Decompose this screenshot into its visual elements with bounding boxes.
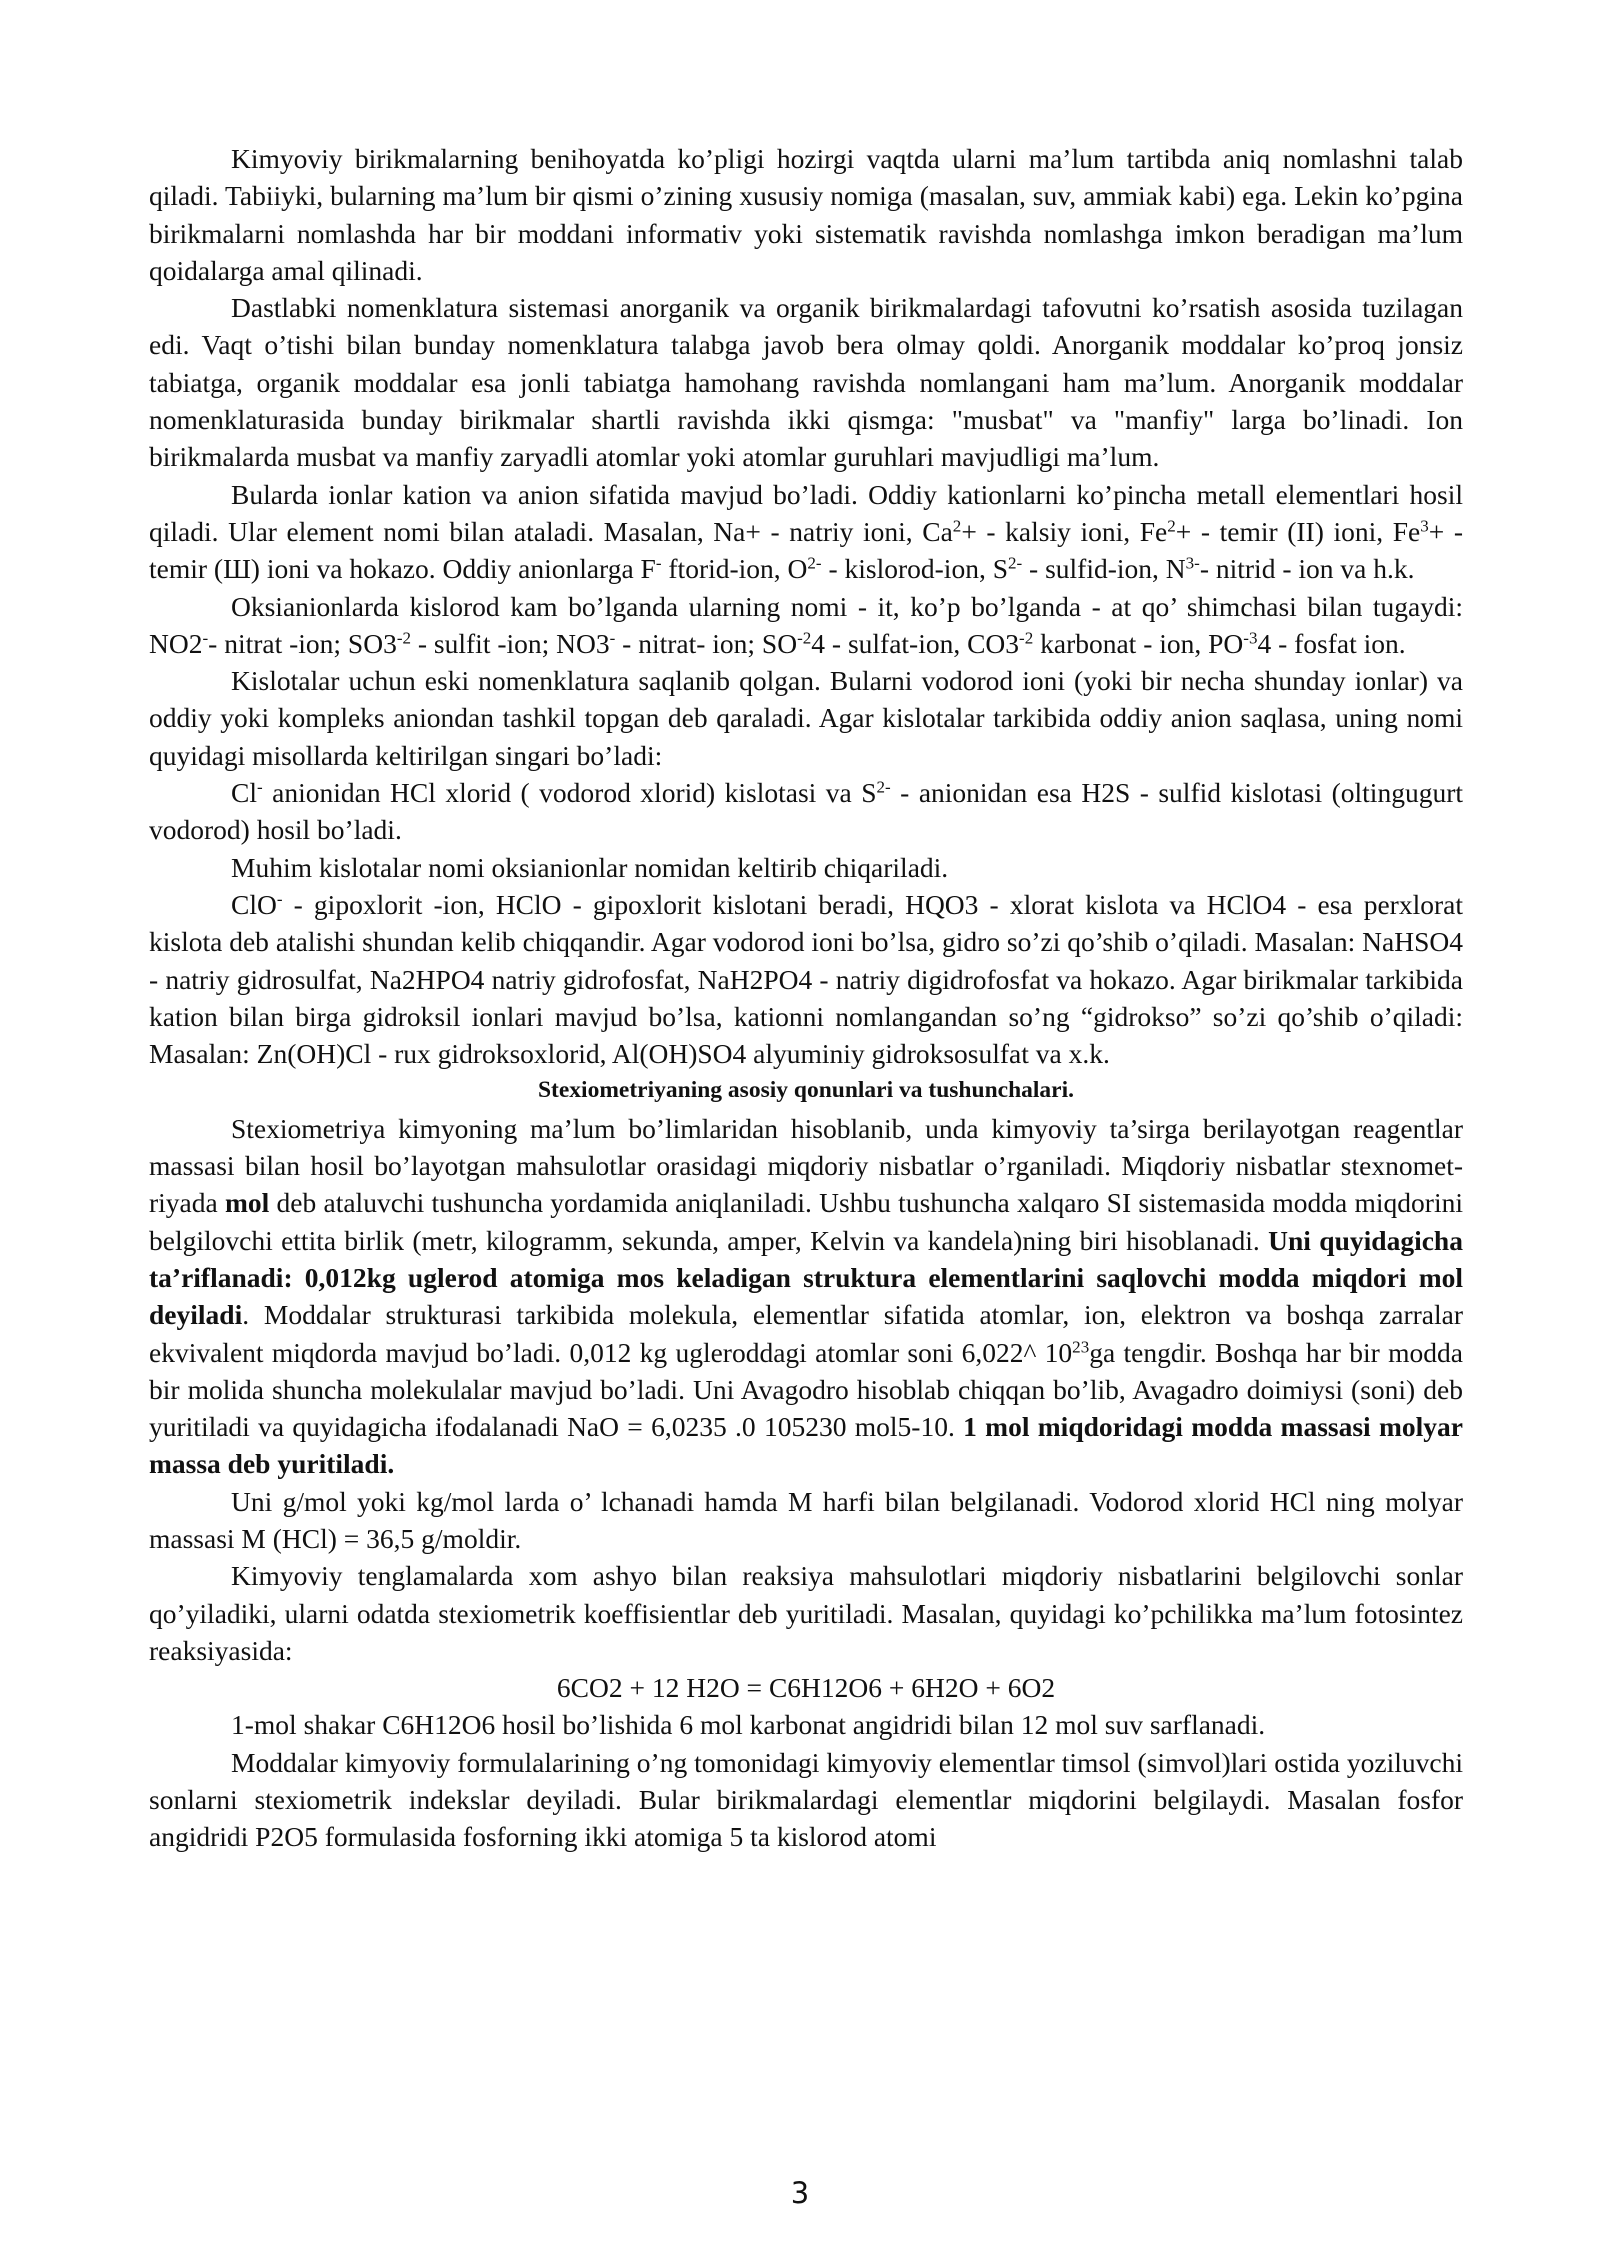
paragraph-acids-nomenclature: Kislotalar uchun eski nomenklatura saqlanib qolgan. Bularni vodorod ioni (yoki bir necha shunday ionlar) va oddiy yoki kompleks aniondan tashkil topgan deb qaraladi. Agar kislotalar tarkibida oddiy anion saqlasa, uning nomi quyidagi misollarda keltirilgan singari bo’ladi:: [149, 665, 1463, 771]
paragraph-sugar-formation: 1-mol shakar C6H12O6 hosil bo’lishida 6 mol karbonat angidridi bilan 12 mol suv sarflanadi.: [231, 1709, 1266, 1741]
paragraph-oxyanions: Oksianionlarda kislorod kam bo’lganda ularning nomi - it, ko’p bo’lganda - at qo’ shimchasi bilan tugaydi: NO2-- nitrat -ion; $SO3^{-2}$ - sulfit -ion; NO3- - nitrat- ion; $SO^{-2}4$ - sulfat-ion, $CO3^{-2}$ karbonat - ion, $PO^{-3}4$ - fosfat ion.: [149, 590, 1463, 659]
paragraph-molar-mass: Uni g/mol yoki kg/mol larda o’ lchanadi hamda M harfi bilan belgilanadi. Vodorod xlorid HCl ning molyar massasi M (HCl) = 36,5 g/moldir.: [149, 1485, 1463, 1554]
photosynthesis-equation: 6CO2 + 12 H2O = C6H12O6 + 6H2O + 6O2: [556, 1672, 1056, 1704]
paragraph-nomenclature-system: Dastlabki nomenklatura sistemasi anorganik va organik birikmalardagi tafovutni ko’rsatish asosida tuzilagan edi. Vaqt o’tishi bilan bunday nomenklatura talabga javob bera olmay qoldi. Anorganik moddalar ko’proq jonsiz tabiatga, organik moddalar esa jonli tabiatga hamohang ravishda nomlangani ham ma’lum. Anorganik moddalar nomenklaturasida bunday birikmalar shartli ravishda ikki qismga: "musbat" va "manfiy" larga bo’linadi. Ion birikmalarda musbat va manfiy zaryadli atomlar yoki atomlar guruhlari mavjudligi ma’lum.: [149, 292, 1463, 473]
paragraph-cations-anions: Bularda ionlar kation va anion sifatida mavjud bo’ladi. Oddiy kationlarni ko’pincha metall elementlari hosil qiladi. Ular element nomi bilan ataladi. Masalan, Na+ - natriy ioni, $Ca^2+$ - kalsiy ioni, $Fe^2+$ - temir (II) ioni, $Fe^3+$ - temir (Ш) ioni va hokazo. Oddiy anionlarga F- ftorid-ion, $O^{2-}$ - kislorod-ion, $S^{2-}$ - sulfid-ion, $N^{3-}-$ nitrid - ion va h.k.: [149, 478, 1463, 585]
paragraph-important-acids: Muhim kislotalar nomi oksianionlar nomidan keltirib chiqariladi.: [231, 851, 949, 883]
section-heading: Stexiometriyaning asosiy qonunlari va tushunchalari.: [537, 1077, 1074, 1104]
page-number: 3: [790, 2176, 810, 2210]
paragraph-nomenclature-intro: Kimyoviy birikmalarning benihoyatda ko’pligi hozirgi vaqtda ularni ma’lum tartibda aniq nomlashni talab qiladi. Tabiiyki, bularning ma’lum bir qismi o’zining xususiy nomiga (masalan, suv, ammiak kabi) ega. Lekin ko’pgina birikmalarni nomlashda har bir moddani informativ yoki sistematik ravishda nomlashga imkon beradigan ma’lum qoidalarga amal qilinadi.: [149, 143, 1463, 286]
paragraph-stoichiometry-mol: Stexiometriya kimyoning ma’lum bo’limlaridan hisoblanib, unda kimyoviy ta’sirga berilayotgan reagentlar massasi bilan hosil bo’layotgan mahsulotlar orasidagi miqdoriy nisbatlar o’rganiladi. Miqdoriy nisbatlar stexnomet-riyada mol deb ataluvchi tushuncha yordamida aniqlaniladi. Ushbu tushuncha xalqaro SI sistemasida modda miqdorini belgilovchi ettita birlik (metr, kilogramm, sekunda, amper, Kelvin va kandela)ning biri hisoblanadi. Uni quyidagicha ta’riflanadi: 0,012kg uglerod atomiga mos keladigan struktura elementlarini saqlovchi modda miqdori mol deyiladi. Moddalar strukturasi tarkibida molekula, elementlar sifatida atomlar, ion, elektron va boshqa zarralar ekvivalent miqdorda mavjud bo’ladi. 0,012 kg ugleroddagi atomlar soni 6,022^ $10^{23}ga$ tengdir. Boshqa har bir modda bir molida shuncha molekulalar mavjud bo’ladi. Uni Avagodro hisoblab chiqqan bo’lib, Avagadro doimiysi (soni) deb yuritiladi va quyidagicha ifodalanadi NaO = 6,0235 .0 105230 mol5-10. 1 mol miqdoridagi modda massasi molyar massa deb yuritiladi.: [149, 1112, 1463, 1480]
document-body: [149, 140, 1463, 1856]
paragraph-oxyacids: ClO- - gipoxlorit -ion, HClO - gipoxlorit kislotani beradi, HQO3 - xlorat kislota va HClO4 - esa perxlorat kislota deb atalishi shundan kelib chiqqandir. Agar vodorod ioni bo’lsa, gidro so’zi qo’shib o’qiladi. Masalan: NaHSO4 - natriy gidrosulfat, Na2HPO4 natriy gidrofosfat, NaH2PO4 - natriy digidrofosfat va hokazo. Agar birikmalar tarkibida kation bilan birga gidroksil ionlari mavjud bo’lsa, kationni nomlangandan so’ng “gidrokso” so’zi qo’shib o’qiladi: Masalan: Zn(OH)Cl - rux gidroksoxlorid, Al(OH)SO4 alyuminiy gidroksosulfat va x.k.: [149, 888, 1463, 1070]
paragraph-stoichiometric-indices: Moddalar kimyoviy formulalarining o’ng tomonidagi kimyoviy elementlar timsol (simvol)lari ostida yoziluvchi sonlarni stexiometrik indekslar deyiladi. Bular birikmalardagi elementlar miqdorini belgilaydi. Masalan fosfor angidridi P2O5 formulasida fosforning ikki atomiga 5 ta kislorod atomi: [149, 1746, 1463, 1853]
paragraph-acid-examples: Cl- anionidan HCl xlorid ( vodorod xlorid) kislotasi va $S^{2-}$ - anionidan esa H2S - sulfid kislotasi (oltingugurt vodorod) hosil bo’ladi.: [149, 777, 1463, 846]
paragraph-stoichiometric-coefficients: Kimyoviy tenglamalarda xom ashyo bilan reaksiya mahsulotlari miqdoriy nisbatlarini belgilovchi sonlar qo’yiladiki, ularni odatda stexiometrik koeffisientlar deb yuritiladi. Masalan, quyidagi ko’pchilikka ma’lum fotosintez reaksiyasida:: [149, 1560, 1463, 1666]
